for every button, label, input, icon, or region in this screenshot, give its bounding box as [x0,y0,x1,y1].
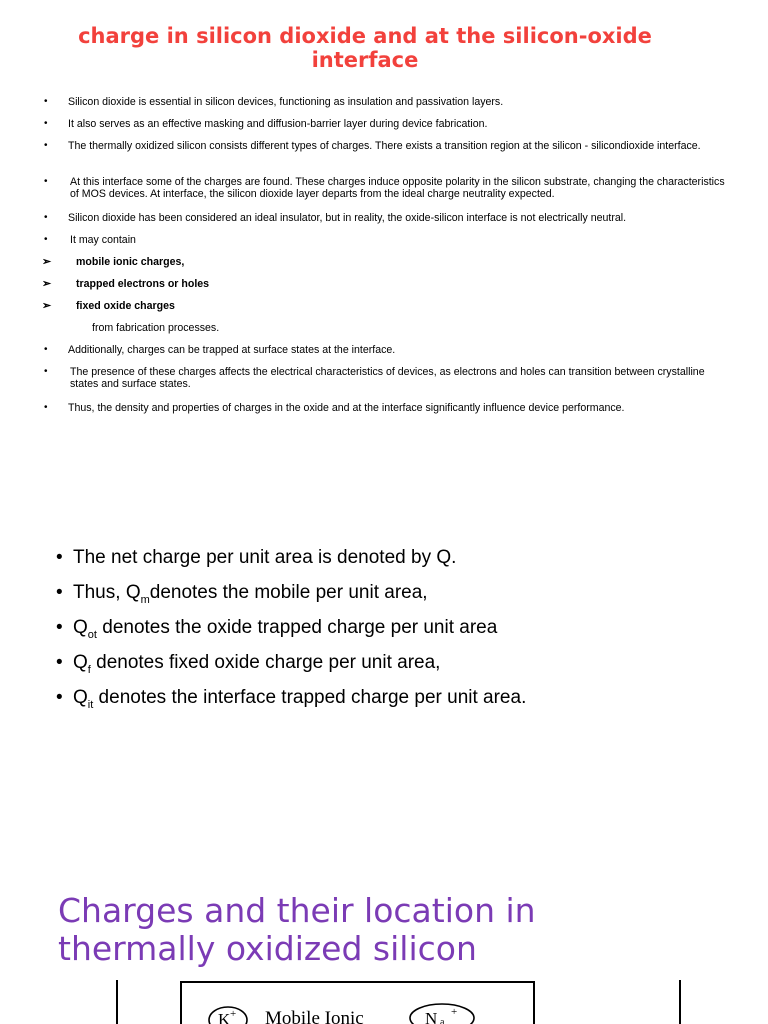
list-item: • The net charge per unit area is denoted by Q. [56,547,457,568]
potassium-ion-sign: + [230,1008,237,1020]
charge-symbol: Q [73,617,88,638]
section-title: Charges and their location in thermally oxidized silicon [58,891,536,968]
list-item: • The thermally oxidized silicon consists different types of charges. There exists a transition region at the silicon - silicondioxide interface. [44,140,701,152]
list-item: ➢ trapped electrons or holes [42,278,210,290]
page-title: charge in silicon dioxide and at the silicon-oxide interface [78,24,652,72]
sodium-ion-label: N [425,1009,438,1024]
charge-symbol: Q [73,687,88,708]
arrow-bullet-icon: ➢ [42,256,52,268]
list-item: • Silicon dioxide has been considered an ideal insulator, but in reality, the oxide-silicon interface is not electrically neutral. [44,212,627,224]
list-item: • $Q_{ot}$ denotes the oxide trapped charge per unit area [56,617,498,641]
sodium-ion-sign: + [451,1006,458,1018]
charge-location-figure [0,978,768,1024]
list-item: from fabrication processes. [92,322,220,334]
list-item: ➢ mobile ionic charges, [42,256,185,268]
definition-list [56,546,696,721]
list-item: • It also serves as an effective masking and diffusion-barrier layer during device fabrication. [44,118,488,130]
list-item: • It may contain [44,234,136,246]
sodium-ion-subscript: a [440,1017,445,1024]
list-item: ➢ fixed oxide charges [42,300,175,312]
potassium-ion-label: K [218,1010,231,1024]
list-item: • Additionally, charges can be trapped at surface states at the interface. [44,344,396,356]
charge-symbol: Q [73,652,88,673]
list-item: • $Q_f$ denotes fixed oxide charge per unit area, [56,652,441,676]
arrow-bullet-icon: ➢ [42,278,52,290]
mobile-ionic-label: Mobile Ionic [265,1008,364,1024]
arrow-bullet-icon: ➢ [42,300,52,312]
list-item: • Thus, $Q_mdenotes$ the mobile per unit area, [56,582,428,606]
list-item: • At this interface some of the charges are found. These charges induce opposite polarity in the silicon substrate, changing the characteristics of MOS devices. At interface, the silicon dioxide layer departs from the ideal charge neutrality expected. [44,176,725,200]
list-item: • Thus, the density and properties of charges in the oxide and at the interface significantly influence device performance. [44,402,625,414]
list-item: • Silicon dioxide is essential in silicon devices, functioning as insulation and passivation layers. [44,96,504,108]
charge-symbol: Q [125,582,141,603]
list-item: • The presence of these charges affects the electrical characteristics of devices, as electrons and holes can transition between crystalline states and surface states. [44,366,705,390]
list-item: • $Q_{it}$ denotes the interface trapped charge per unit area. [56,687,527,711]
